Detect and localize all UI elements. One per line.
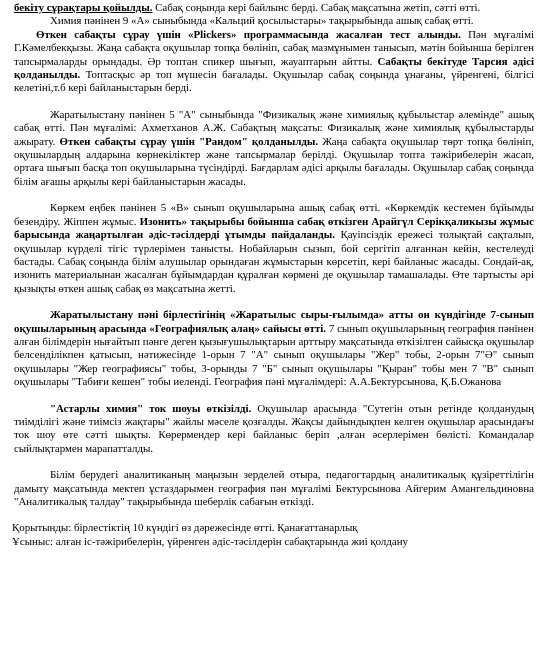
paragraph-text: Топтасқыс әр топ мүшесін бағалады. Оқушылар сабақ соңында ұнағаны, үйренгені, білгісі келетіні,т.б кері байланыстарын берді. [14, 69, 534, 95]
bold-underlined-phrase: бекіту сұрақтары қойылды. [14, 2, 153, 14]
paragraph-text: 7 сынып оқушыларының география пәнінен алған білімдерін нығайтып пәнге деген қызығушылықтарын арттыру мақсатында өткізілген сайысқа оқушылар белсенділікпен қатысып, нәтижесінде 1-орын 7 "А" сынып оқушылары "Жер" тобы, 2-орын 7"Ә" сынып оқушылары "Жер географиясы" тобы, 3-орынды 7 "Б" сынып оқушылары "Қыран" тобы мен 7 "В" сынып оқушылары "Табиғи кешен" тобы иеленді. География пәні мұғалімдері: А.А.Бектурсынова, Қ.Б.Ожанова [14, 322, 534, 389]
paragraph-natural-science-5a [14, 109, 534, 189]
paragraph-plickers [14, 29, 534, 96]
bold-phrase: Жаратылыстану пәні бірлестігінің «Жаратылыс сыры-ғылымда» атты он күндігінде 7-сынып оқушыларының арасында «Географиялық алаң» сайысы өтті. [14, 309, 534, 335]
paragraph-text: Пән мұғалімі Г.Кәмелбекқызы. Жаңа сабақта оқушылар топқа бөлініп, сабақ мазмұнымен танысып, мәтін бойынша берілген тапсырмаларды орындады. Әр топтан спикер шығып, жауаптарын айтты. [14, 28, 534, 68]
paragraph-text: Жаратылыстану пәнінен 5 "А" сыныбында "Физикалық және химиялық құбылыстар әлемінде" ашық сабақ өтті. Пән мұғалімі: Ахметханов А.Ж. Сабақтың мақсаты: Физикалық және химиялық құбылыстарды ажырату. [14, 108, 534, 148]
paragraph-geography-contest [14, 309, 534, 389]
paragraph-text: Білім берудегі аналитиканың маңызын зерделей отыра, педагогтардың аналитикалық құзіреттілігін дамыту мақсатында мектеп ұстаздарымен география пән мұғалімі Бектурсынова Айгерим Амангельдиновна "Аналитикалық талдау" тақырыбында шеберлік сабағын өткізді. [14, 469, 534, 508]
conclusion-line: Қорытынды: бірлестіктің 10 күндігі өз дәрежесінде өтті. Қанағаттанарлық [12, 522, 358, 535]
bold-phrase: Изонить» тақырыбы бойынша сабақ өткізген Арайгүл Серікқаликызы жұмыс барысында жаңартылған әдіс-тәсілдерді ұтымды пайдаланды. [14, 215, 535, 242]
bold-phrase: "Астарлы химия" ток шоуы өткізілді. [50, 402, 252, 415]
paragraph-chemistry-9a [14, 15, 534, 28]
bold-phrase: Өткен сабақты сұрау үшін "Рандом" қолданылды. [55, 135, 319, 148]
paragraph-text: Сабақ соңында кері байлынс берді. Сабақ мақсатына жетіп, сәтті өтті. [152, 2, 481, 14]
bold-phrase: Өткен сабақты сұрау үшін «Plickers» программасында жасалған тест алынды. [36, 28, 461, 41]
paragraph-art-5v [14, 202, 534, 296]
paragraph-text: Оқушылар арасында "Сутегін отын ретінде қолданудың тиімділігі және тиімсіз жақтары" жайлы мәселе қозғалды. Жақсы дайындықпен келген оқушылар арасындағы ток шоу өте сәтті шықты. Көрермендер кері байланыс беріп ,алған әсерлерімен бөлісті. Командалар сыйлықтармен марапатталды. [14, 402, 534, 455]
paragraph-text: Көркем еңбек пәнінен 5 «В» сынып оқушыларына ашық сабақ өтті. «Көркемдік кестемен бұйымды безендіру. Жіппен жұмыс. [14, 202, 534, 228]
paragraph-text: Жаңа сабақта оқушылар төрт топқа бөлініп, оқушылардың алдарына көрнекіліктер және тапсырмалар берілді. Оқушылар топта тәжірибелерін жасап, ортаға шығып басқа топ оқушыларына түсіндірді. Бағдарлам әдісі арқылы бағалады. Оқушылар сабақ соңында білім ағашы арқылы кері байланыстарын жасады. [14, 135, 534, 188]
suggestion-line: Ұсыныс: алған іс-тәжірибелерін, үйренген әдіс-тәсілдерін сабақтарында жиі қолдану [12, 535, 408, 548]
paragraph-analytics-masterclass [14, 469, 534, 509]
paragraph-chemistry-talk-show [14, 403, 534, 457]
paragraph-intro [14, 2, 534, 15]
bold-phrase: Сабақты бекітуде Тарсия әдісі қолданылды. [14, 55, 535, 82]
paragraph-text: Қауіпсіздік ережесі толықтай сақталып, оқушылар күрделі тігіс түрлерімен танысты. Нобайларын сызып, бой сергітіп алғаннан кейін, кестелеуді бастады. Сабақ соңында білім алушылар орындаған жұмыстарын көрсетіп, кері байланыс жасады. Сондай-ақ, изонить материалынан жасалған бұйымдардан құралған көрмені де оқушылар тамашалады. Өте тартысты әрі қызықты өткен ашық сабақ өз мақсатына жетті. [14, 229, 534, 295]
paragraph-text: Химия пәнінен 9 «А» сыныбында «Кальций қосылыстары» тақырыбында ашық сабақ өтті. [50, 15, 474, 28]
